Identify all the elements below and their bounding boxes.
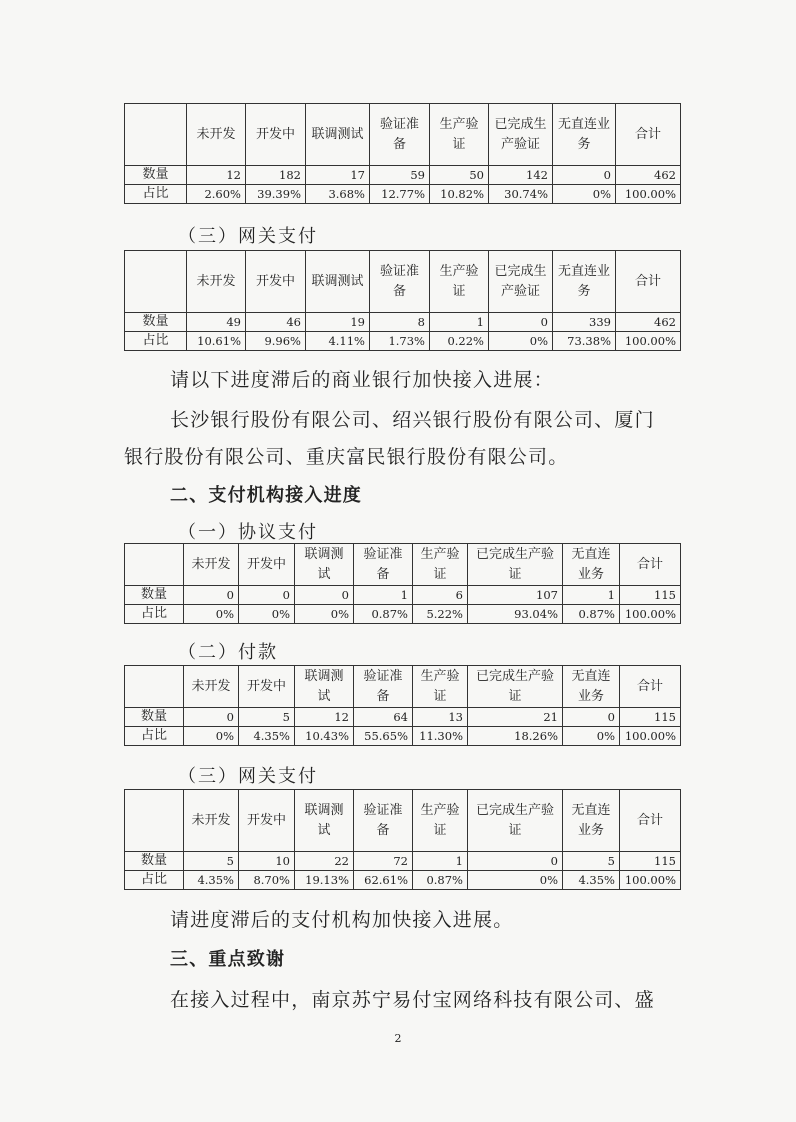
header-cell: 生产验证 [413,544,468,586]
row-label: 占比 [125,605,184,624]
header-cell: 已完成生产验证 [489,104,553,166]
table-row [125,586,681,605]
header-cell: 未开发 [187,251,246,313]
table-cell: 50 [430,166,489,185]
table-cell: 4.35% [563,871,620,890]
table-cell: 0 [295,586,354,605]
table-row [125,332,681,351]
table-cell: 5 [184,852,239,871]
table-cell: 5 [563,852,620,871]
table-row [125,852,681,871]
table-cell: 19 [306,313,370,332]
corner-cell [125,251,187,313]
table-cell: 17 [306,166,370,185]
header-cell: 合计 [616,104,681,166]
table-cell: 0% [563,727,620,746]
header-row [125,104,681,166]
table-cell: 0.22% [430,332,489,351]
page-number: 2 [394,1032,402,1045]
table-cell: 1 [413,852,468,871]
table-cell: 12 [187,166,246,185]
table-cell: 39.39% [246,185,306,204]
header-cell: 开发中 [246,251,306,313]
table-cell: 0 [184,708,239,727]
table-cell: 8.70% [239,871,295,890]
header-cell: 合计 [620,544,681,586]
row-label: 数量 [125,313,187,332]
subsection-heading: （二）付款 [178,642,278,663]
header-cell: 已完成生产验证 [468,790,563,852]
table-cell: 100.00% [620,871,681,890]
header-cell: 合计 [620,790,681,852]
table-cell: 1 [563,586,620,605]
table-cell: 0 [489,313,553,332]
table-cell: 21 [468,708,563,727]
inst-agreement-payment-table [124,543,681,624]
table-cell: 1.73% [370,332,430,351]
table-cell: 0.87% [563,605,620,624]
inst-request-paragraph: 请进度滞后的支付机构加快接入进展。 [170,909,514,931]
section-2-title: 二、支付机构接入进度 [170,485,362,506]
table-cell: 100.00% [620,727,681,746]
header-row [125,544,681,586]
inst-gateway-payment-table [124,789,681,890]
table-cell: 9.96% [246,332,306,351]
table-cell: 8 [370,313,430,332]
row-label: 占比 [125,185,187,204]
table-row [125,166,681,185]
header-cell: 无直连业务 [553,104,616,166]
header-row [125,251,681,313]
table-cell: 49 [187,313,246,332]
table-cell: 0 [468,852,563,871]
table-cell: 64 [354,708,413,727]
table-cell: 339 [553,313,616,332]
table-cell: 0% [184,605,239,624]
header-cell: 验证准备 [370,104,430,166]
header-cell: 未开发 [184,544,239,586]
header-cell: 开发中 [239,790,295,852]
table-cell: 0% [489,332,553,351]
header-cell: 联调测试 [306,104,370,166]
table-cell: 182 [246,166,306,185]
table-cell: 19.13% [295,871,354,890]
row-label: 占比 [125,871,184,890]
header-cell: 未开发 [184,666,239,708]
table-cell: 72 [354,852,413,871]
header-cell: 开发中 [239,544,295,586]
header-cell: 无直连业务 [563,544,620,586]
table-cell: 0% [239,605,295,624]
table-cell: 115 [620,708,681,727]
table-cell: 12 [295,708,354,727]
table-cell: 13 [413,708,468,727]
table-cell: 2.60% [187,185,246,204]
table-cell: 10.43% [295,727,354,746]
section-3-title: 三、重点致谢 [170,949,286,970]
header-cell: 合计 [620,666,681,708]
header-cell: 已完成生产验证 [468,544,563,586]
table-row [125,871,681,890]
table-cell: 73.38% [553,332,616,351]
row-label: 数量 [125,166,187,185]
table-cell: 0 [239,586,295,605]
table-cell: 62.61% [354,871,413,890]
table-cell: 46 [246,313,306,332]
table-cell: 0.87% [413,871,468,890]
bank-network-payment-table [124,103,681,204]
table-cell: 0% [468,871,563,890]
header-cell: 联调测试 [306,251,370,313]
header-cell: 验证准备 [354,544,413,586]
header-cell: 生产验证 [413,666,468,708]
table-cell: 462 [616,166,681,185]
table-cell: 11.30% [413,727,468,746]
table-cell: 1 [354,586,413,605]
header-row [125,666,681,708]
table-cell: 0 [553,166,616,185]
header-cell: 联调测试 [295,790,354,852]
table-cell: 10.82% [430,185,489,204]
row-label: 数量 [125,708,184,727]
header-cell: 验证准备 [354,790,413,852]
header-cell: 开发中 [246,104,306,166]
table-cell: 115 [620,586,681,605]
table-row [125,313,681,332]
corner-cell [125,544,184,586]
table-cell: 30.74% [489,185,553,204]
table-cell: 18.26% [468,727,563,746]
bank-request-paragraph: 请以下进度滞后的商业银行加快接入进展： [170,369,554,391]
table-cell: 93.04% [468,605,563,624]
header-cell: 已完成生产验证 [468,666,563,708]
header-cell: 验证准备 [370,251,430,313]
header-cell: 联调测试 [295,666,354,708]
table-cell: 10.61% [187,332,246,351]
corner-cell [125,666,184,708]
header-cell: 未开发 [184,790,239,852]
bank-list-line-2: 银行股份有限公司、重庆富民银行股份有限公司。 [124,446,569,468]
row-label: 数量 [125,586,184,605]
table-cell: 22 [295,852,354,871]
header-cell: 无直连业务 [563,666,620,708]
thanks-paragraph: 在接入过程中，南京苏宁易付宝网络科技有限公司、盛 [170,989,655,1011]
header-cell: 生产验证 [413,790,468,852]
corner-cell [125,104,187,166]
table-cell: 3.68% [306,185,370,204]
table-cell: 4.35% [184,871,239,890]
table-row [125,708,681,727]
table-cell: 59 [370,166,430,185]
table-cell: 5 [239,708,295,727]
header-row [125,790,681,852]
header-cell: 已完成生产验证 [489,251,553,313]
row-label: 占比 [125,332,187,351]
bank-gateway-payment-table [124,250,681,351]
header-cell: 无直连业务 [553,251,616,313]
table-cell: 4.11% [306,332,370,351]
subsection-heading: （三）网关支付 [178,226,318,247]
table-row [125,605,681,624]
table-cell: 10 [239,852,295,871]
header-cell: 生产验证 [430,104,489,166]
subsection-heading: （一）协议支付 [178,522,318,543]
table-cell: 100.00% [620,605,681,624]
header-cell: 无直连业务 [563,790,620,852]
table-cell: 55.65% [354,727,413,746]
header-cell: 验证准备 [354,666,413,708]
header-cell: 生产验证 [430,251,489,313]
table-cell: 5.22% [413,605,468,624]
table-cell: 100.00% [616,185,681,204]
inst-payout-table [124,665,681,746]
table-cell: 6 [413,586,468,605]
header-cell: 未开发 [187,104,246,166]
table-row [125,727,681,746]
header-cell: 开发中 [239,666,295,708]
table-cell: 0 [563,708,620,727]
table-cell: 115 [620,852,681,871]
table-cell: 0% [184,727,239,746]
table-cell: 0 [184,586,239,605]
header-cell: 合计 [616,251,681,313]
table-cell: 4.35% [239,727,295,746]
corner-cell [125,790,184,852]
header-cell: 联调测试 [295,544,354,586]
table-cell: 0% [553,185,616,204]
table-cell: 12.77% [370,185,430,204]
table-cell: 462 [616,313,681,332]
subsection-heading: （三）网关支付 [178,766,318,787]
row-label: 占比 [125,727,184,746]
table-cell: 107 [468,586,563,605]
table-cell: 100.00% [616,332,681,351]
bank-list-line-1: 长沙银行股份有限公司、绍兴银行股份有限公司、厦门 [170,409,655,431]
table-row [125,185,681,204]
table-cell: 142 [489,166,553,185]
table-cell: 0.87% [354,605,413,624]
table-cell: 0% [295,605,354,624]
table-cell: 1 [430,313,489,332]
row-label: 数量 [125,852,184,871]
